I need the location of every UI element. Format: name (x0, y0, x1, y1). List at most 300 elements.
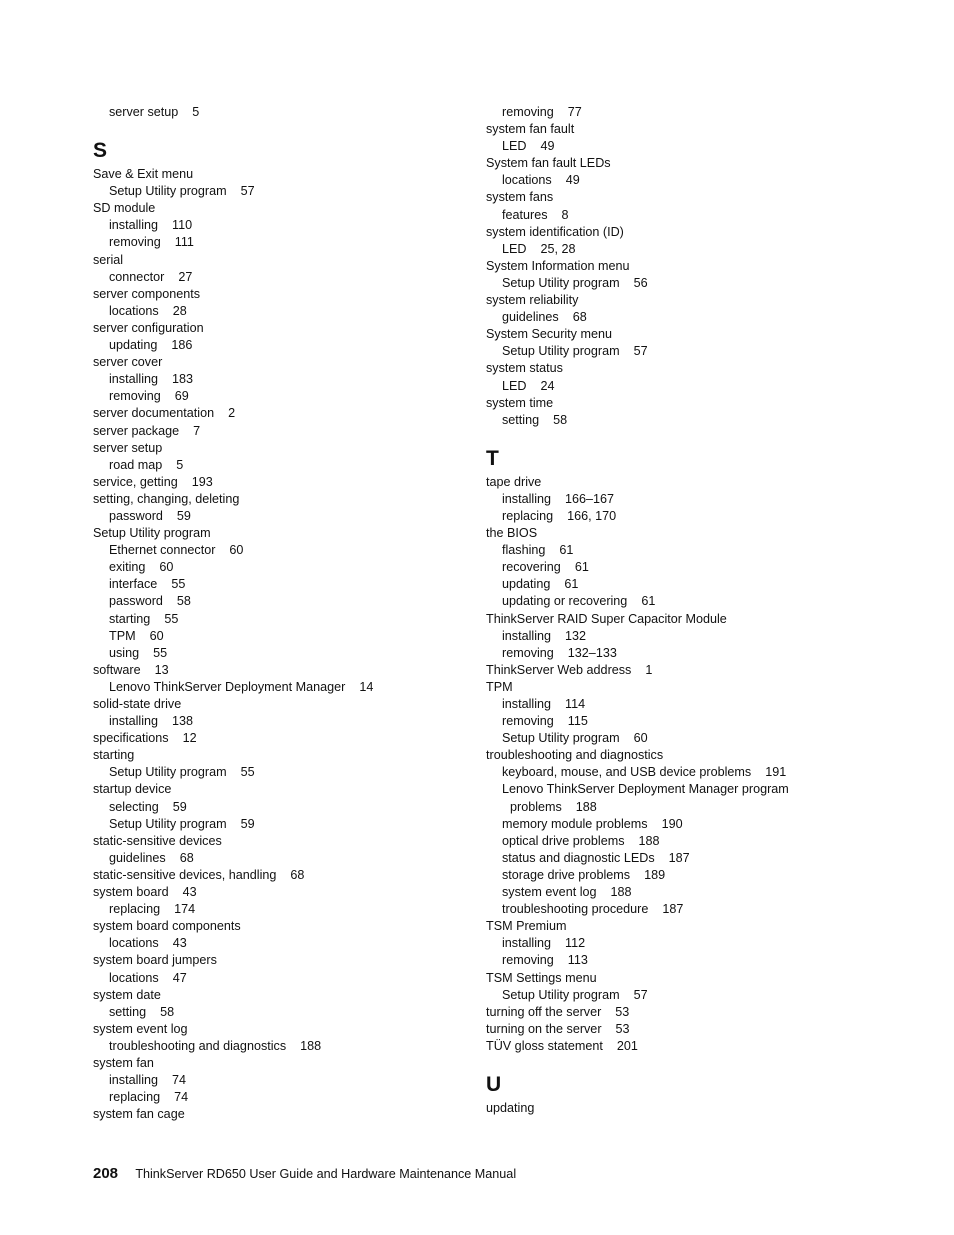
index-term: LED (502, 241, 527, 256)
index-term: Lenovo ThinkServer Deployment Manager (109, 679, 346, 694)
index-term: System Security menu (486, 327, 612, 342)
index-term: installing (109, 218, 159, 233)
index-term: server setup (109, 105, 179, 119)
index-term: removing (502, 714, 554, 729)
index-subentry (486, 542, 906, 559)
index-subentry (93, 234, 513, 251)
index-term: problems (510, 799, 562, 814)
index-term: interface (109, 577, 158, 592)
page-reference: 201 (616, 1038, 638, 1053)
page-reference: 183 (172, 372, 194, 387)
index-entry (486, 189, 906, 206)
index-subentry (93, 713, 513, 730)
index-term: replacing (109, 1090, 161, 1105)
index-term: installing (109, 714, 159, 729)
index-subentry (486, 730, 906, 747)
index-term: system board jumpers (93, 953, 217, 968)
index-entry (486, 1004, 906, 1021)
index-term: TPM (109, 628, 136, 643)
index-term: specifications (93, 731, 169, 746)
index-entry (93, 918, 513, 935)
index-term: removing (502, 953, 554, 968)
index-term: troubleshooting and diagnostics (486, 748, 664, 763)
index-entry (486, 611, 906, 628)
index-subentry (486, 987, 906, 1004)
index-subentry (486, 952, 906, 969)
index-term: the BIOS (486, 526, 538, 541)
index-term: LED (502, 139, 527, 154)
index-subentry (93, 799, 513, 816)
index-entry (486, 360, 906, 377)
index-subentry (93, 1004, 513, 1021)
index-entry (486, 662, 906, 679)
index-entry (93, 781, 513, 798)
index-subentry (486, 508, 906, 525)
index-entry (93, 423, 513, 440)
index-term: system date (93, 987, 161, 1002)
page-reference: 53 (615, 1004, 630, 1019)
index-term: Lenovo ThinkServer Deployment Manager program (502, 782, 789, 797)
index-subentry (93, 371, 513, 388)
index-subentry (486, 833, 906, 850)
index-term: optical drive problems (502, 833, 625, 848)
page-reference: 58 (553, 412, 568, 427)
index-entry (486, 1038, 906, 1055)
index-term: system fans (486, 190, 554, 205)
index-term: system fan fault (486, 122, 575, 137)
index-subentry (93, 901, 513, 918)
index-subentry (486, 884, 906, 901)
index-subentry (93, 628, 513, 645)
page-reference: 112 (565, 936, 586, 951)
index-term: server cover (93, 355, 163, 370)
page-reference: 191 (765, 765, 787, 780)
page-reference: 25, 28 (540, 241, 576, 256)
index-term: Setup Utility program (109, 816, 227, 831)
page-reference: 113 (567, 953, 588, 968)
index-subentry (486, 850, 906, 867)
page-reference: 56 (633, 275, 648, 290)
index-subentry (486, 713, 906, 730)
index-term: connector (109, 269, 165, 284)
page-reference: 68 (179, 850, 194, 865)
index-term: guidelines (109, 850, 166, 865)
page-reference: 49 (565, 173, 580, 188)
index-subentry (93, 183, 513, 200)
page-reference: 57 (240, 184, 255, 199)
index-term: System fan fault LEDs (486, 156, 611, 171)
index-term: Setup Utility program (93, 526, 211, 541)
index-term: tape drive (486, 474, 542, 489)
index-term: selecting (109, 799, 159, 814)
page-reference: 12 (182, 731, 197, 746)
page-reference: 57 (633, 344, 648, 359)
index-term: system board (93, 885, 169, 900)
index-term: storage drive problems (502, 867, 631, 882)
page-reference: 60 (229, 543, 244, 558)
index-term: keyboard, mouse, and USB device problems (502, 765, 752, 780)
page-reference: 138 (172, 714, 194, 729)
index-entry (93, 952, 513, 969)
page-reference: 132 (565, 628, 587, 643)
index-subentry (93, 559, 513, 576)
page-reference: 188 (610, 885, 632, 900)
index-term: installing (109, 372, 159, 387)
index-entry (486, 970, 906, 987)
index-subentry (486, 104, 906, 121)
page-reference: 43 (172, 936, 187, 951)
index-term: Setup Utility program (502, 344, 620, 359)
index-subentry (93, 388, 513, 405)
page-reference: 27 (178, 269, 193, 284)
index-subentry (93, 970, 513, 987)
page-reference: 186 (171, 338, 193, 353)
index-subentry (486, 935, 906, 952)
index-term: system status (486, 361, 563, 376)
page-reference: 61 (641, 594, 656, 609)
index-entry (486, 1100, 906, 1117)
index-term: system fan cage (93, 1107, 185, 1122)
page-reference: 13 (154, 662, 169, 677)
index-term: service, getting (93, 474, 178, 489)
index-entry (93, 730, 513, 747)
index-subentry (486, 309, 906, 326)
index-subentry (93, 1072, 513, 1089)
page-reference: 59 (176, 508, 191, 523)
index-subentry (486, 593, 906, 610)
index-entry (486, 121, 906, 138)
index-term: troubleshooting procedure (502, 902, 649, 917)
index-term: road map (109, 457, 163, 472)
page-reference: 110 (172, 218, 193, 233)
index-subentry (486, 628, 906, 645)
index-entry (486, 326, 906, 343)
index-term: installing (109, 1073, 159, 1088)
page-reference: 60 (159, 560, 174, 575)
index-term: Save & Exit menu (93, 167, 194, 182)
index-term: system identification (ID) (486, 224, 624, 239)
page-reference: 74 (174, 1090, 189, 1105)
index-subentry (93, 269, 513, 286)
index-subentry (93, 337, 513, 354)
index-term: updating (109, 338, 158, 353)
document-title: ThinkServer RD650 User Guide and Hardware Maintenance Manual (135, 1167, 517, 1181)
index-subentry (93, 645, 513, 662)
index-subentry (486, 645, 906, 662)
index-term: TPM (486, 679, 513, 694)
index-entry (93, 525, 513, 542)
index-term: installing (502, 936, 552, 951)
index-column-left (93, 104, 513, 1123)
page-reference: 187 (668, 850, 690, 865)
index-term: server package (93, 423, 180, 438)
page-reference: 60 (149, 628, 164, 643)
index-subentry (486, 799, 906, 816)
index-entry (93, 354, 513, 371)
index-term: TSM Premium (486, 919, 567, 934)
index-entry (486, 679, 906, 696)
index-term: TÜV gloss statement (486, 1038, 603, 1053)
index-entry (486, 395, 906, 412)
index-subentry (93, 104, 513, 121)
index-entry (93, 867, 513, 884)
index-term: system event log (502, 885, 597, 900)
index-subentry (486, 241, 906, 258)
index-term: recovering (502, 560, 561, 575)
page-reference: 60 (633, 731, 648, 746)
page-reference: 189 (644, 867, 666, 882)
page-reference: 166–167 (565, 491, 615, 506)
page-reference: 43 (182, 885, 197, 900)
page-reference: 174 (174, 902, 196, 917)
index-subentry (93, 217, 513, 234)
index-subentry (486, 867, 906, 884)
index-subentry (486, 343, 906, 360)
page-reference: 61 (564, 577, 579, 592)
index-term: removing (502, 105, 554, 119)
index-term: ThinkServer Web address (486, 662, 632, 677)
page-reference: 28 (172, 303, 187, 318)
index-term: Ethernet connector (109, 543, 216, 558)
page-reference: 61 (559, 543, 574, 558)
page-reference: 14 (359, 679, 374, 694)
index-subentry (486, 576, 906, 593)
index-entry (93, 405, 513, 422)
index-term: locations (502, 173, 552, 188)
index-term: locations (109, 303, 159, 318)
index-term: setting, changing, deleting (93, 491, 240, 506)
index-subentry (486, 138, 906, 155)
page-reference: 55 (171, 577, 186, 592)
index-term: static-sensitive devices, handling (93, 867, 277, 882)
index-term: system board components (93, 919, 241, 934)
page-reference: 57 (633, 987, 648, 1002)
index-entry (93, 662, 513, 679)
index-term: using (109, 645, 140, 660)
index-entry (93, 286, 513, 303)
page-reference: 77 (567, 105, 582, 119)
index-entry (93, 491, 513, 508)
index-term: system time (486, 395, 554, 410)
index-entry (93, 166, 513, 183)
index-entry (486, 224, 906, 241)
index-term: installing (502, 491, 552, 506)
index-term: Setup Utility program (109, 765, 227, 780)
index-term: system event log (93, 1021, 188, 1036)
index-term: SD module (93, 201, 156, 216)
index-term: Setup Utility program (109, 184, 227, 199)
page-reference: 59 (172, 799, 187, 814)
index-entry (486, 155, 906, 172)
page-reference: 55 (164, 611, 179, 626)
index-subentry (93, 679, 513, 696)
index-subentry (93, 542, 513, 559)
index-term: setting (109, 1004, 147, 1019)
index-term: startup device (93, 782, 172, 797)
index-entry (486, 918, 906, 935)
page-reference: 132–133 (567, 645, 617, 660)
index-entry (93, 1021, 513, 1038)
index-entry (93, 1106, 513, 1123)
index-term: server setup (93, 440, 163, 455)
index-subentry (93, 457, 513, 474)
index-term: installing (502, 628, 552, 643)
index-term: setting (502, 412, 540, 427)
index-term: replacing (109, 902, 161, 917)
page-reference: 193 (191, 474, 213, 489)
page-reference: 187 (662, 902, 684, 917)
page-reference: 166, 170 (567, 508, 617, 523)
index-column-right (486, 104, 906, 1117)
index-term: flashing (502, 543, 546, 558)
index-subentry (93, 576, 513, 593)
page-reference: 5 (176, 457, 184, 472)
index-entry (486, 525, 906, 542)
index-term: memory module problems (502, 816, 648, 831)
index-term: password (109, 508, 163, 523)
index-term: locations (109, 970, 159, 985)
index-subentry (93, 593, 513, 610)
index-term: serial (93, 252, 124, 267)
index-term: system fan (93, 1055, 154, 1070)
page-reference: 68 (290, 867, 305, 882)
index-term: TSM Settings menu (486, 970, 597, 985)
page-reference: 188 (575, 799, 597, 814)
index-term: locations (109, 936, 159, 951)
index-entry (93, 252, 513, 269)
index-term: status and diagnostic LEDs (502, 850, 655, 865)
index-entry (93, 833, 513, 850)
index-entry (93, 987, 513, 1004)
index-term: updating (502, 577, 551, 592)
index-term: starting (109, 611, 151, 626)
index-term: Setup Utility program (502, 731, 620, 746)
index-subentry (486, 491, 906, 508)
page-number: 208 (93, 1165, 119, 1182)
index-subentry (486, 275, 906, 292)
index-term: static-sensitive devices (93, 833, 222, 848)
index-subentry (486, 764, 906, 781)
section-letter: S (93, 139, 108, 163)
index-subentry (93, 1089, 513, 1106)
page-reference: 24 (540, 378, 555, 393)
index-subentry (486, 781, 906, 798)
index-subentry (93, 764, 513, 781)
index-entry (93, 1055, 513, 1072)
index-entry (93, 884, 513, 901)
index-term: ThinkServer RAID Super Capacitor Module (486, 611, 727, 626)
page-reference: 2 (228, 406, 236, 421)
index-entry (486, 292, 906, 309)
index-term: exiting (109, 560, 146, 575)
index-entry (93, 696, 513, 713)
index-subentry (486, 172, 906, 189)
index-term: LED (502, 378, 527, 393)
index-term: updating (486, 1100, 535, 1115)
index-term: server configuration (93, 320, 204, 335)
index-entry (486, 1021, 906, 1038)
page-reference: 115 (567, 714, 588, 729)
index-term: server documentation (93, 406, 215, 421)
section-letter: U (486, 1072, 502, 1096)
index-subentry (93, 850, 513, 867)
page-reference: 111 (174, 235, 194, 250)
page-reference: 58 (176, 594, 191, 609)
page-reference: 55 (153, 645, 168, 660)
index-entry (93, 440, 513, 457)
index-term: installing (502, 697, 552, 711)
index-term: features (502, 207, 548, 222)
index-entry (486, 474, 906, 491)
page-reference: 53 (615, 1021, 630, 1036)
index-term: replacing (502, 508, 554, 523)
index-term: troubleshooting and diagnostics (109, 1038, 287, 1053)
index-subentry (93, 816, 513, 833)
index-term: guidelines (502, 310, 559, 325)
index-entry (93, 200, 513, 217)
page-reference: 188 (638, 833, 660, 848)
page-reference: 74 (172, 1073, 187, 1088)
index-term: turning off the server (486, 1004, 602, 1019)
page-reference: 49 (540, 139, 555, 154)
index-term: updating or recovering (502, 594, 628, 609)
page-reference: 58 (160, 1004, 175, 1019)
index-subentry (486, 901, 906, 918)
page-reference: 68 (572, 310, 587, 325)
index-term: software (93, 662, 141, 677)
index-subentry (486, 696, 906, 713)
index-entry (93, 320, 513, 337)
index-subentry (93, 508, 513, 525)
index-term: system reliability (486, 293, 579, 308)
index-entry (93, 747, 513, 764)
page-reference: 188 (300, 1038, 322, 1053)
page-reference: 55 (240, 765, 255, 780)
index-term: removing (502, 645, 554, 660)
section-letter: T (486, 446, 499, 470)
index-subentry (93, 1038, 513, 1055)
index-subentry (486, 207, 906, 224)
index-term: Setup Utility program (502, 275, 620, 290)
index-term: removing (109, 235, 161, 250)
index-subentry (486, 816, 906, 833)
page-reference: 69 (174, 389, 189, 404)
index-subentry (486, 559, 906, 576)
index-term: password (109, 594, 163, 609)
page-reference: 47 (172, 970, 187, 985)
index-term: System Information menu (486, 258, 630, 273)
page-reference: 61 (574, 560, 589, 575)
page-reference: 190 (661, 816, 683, 831)
index-term: turning on the server (486, 1021, 602, 1036)
page-footer (93, 1165, 516, 1182)
page-reference: 7 (193, 423, 201, 438)
page-reference: 5 (192, 105, 200, 119)
page-reference: 59 (240, 816, 255, 831)
index-subentry (93, 611, 513, 628)
index-entry (93, 474, 513, 491)
index-subentry (486, 412, 906, 429)
page-reference: 8 (561, 207, 569, 222)
index-term: removing (109, 389, 161, 404)
page-reference: 114 (565, 697, 586, 711)
index-term: Setup Utility program (502, 987, 620, 1002)
index-subentry (93, 935, 513, 952)
index-subentry (486, 378, 906, 395)
index-entry (486, 747, 906, 764)
index-term: solid-state drive (93, 697, 182, 711)
index-entry (486, 258, 906, 275)
